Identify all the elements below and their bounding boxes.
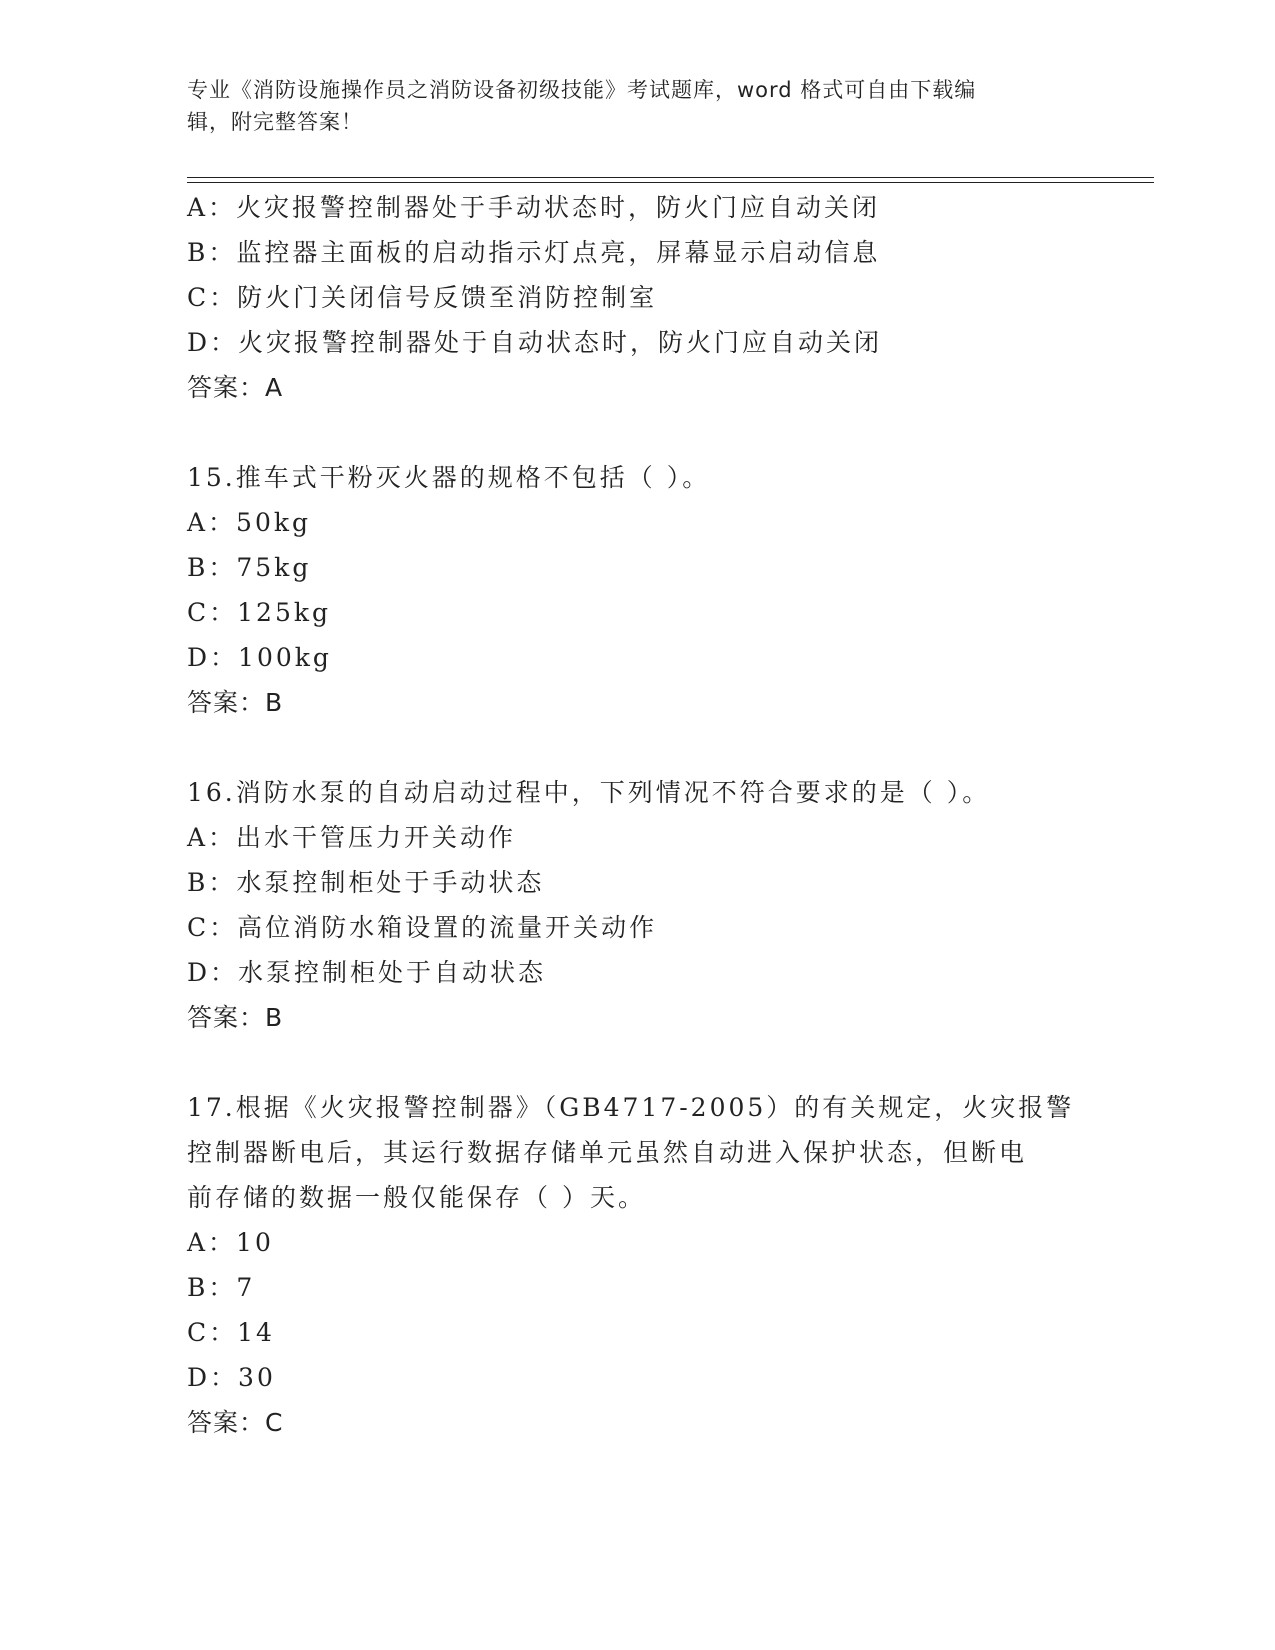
- option-b: B：75kg: [187, 553, 312, 582]
- option-d: D：水泵控制柜处于自动状态: [187, 958, 547, 987]
- option-d: D：100kg: [187, 643, 332, 672]
- header-line-1: 专业《消防设施操作员之消防设备初级技能》考试题库，word 格式可自由下载编: [187, 78, 977, 102]
- option-b: B：水泵控制柜处于手动状态: [187, 868, 545, 897]
- option-b: B：7: [187, 1273, 256, 1302]
- answer: 答案：A: [187, 373, 284, 402]
- header-divider-top: [187, 177, 1154, 178]
- option-c: C：防火门关闭信号反馈至消防控制室: [187, 283, 658, 312]
- option-a: A：10: [187, 1228, 274, 1257]
- question-stem: 15.推车式干粉灭火器的规格不包括（ ）。: [187, 463, 711, 492]
- answer: 答案：C: [187, 1408, 284, 1437]
- answer: 答案：B: [187, 1003, 284, 1032]
- question-stem-line-3: 前存储的数据一般仅能保存（ ）天。: [187, 1183, 646, 1212]
- document-header: [187, 74, 1067, 138]
- question-stem: 16.消防水泵的自动启动过程中，下列情况不符合要求的是（ ）。: [187, 778, 991, 807]
- header-line-2: 辑，附完整答案！: [187, 110, 363, 134]
- option-a: A：火灾报警控制器处于手动状态时，防火门应自动关闭: [187, 193, 881, 222]
- question-stem-line-2: 控制器断电后，其运行数据存储单元虽然自动进入保护状态，但断电: [187, 1138, 1028, 1167]
- option-d: D：火灾报警控制器处于自动状态时，防火门应自动关闭: [187, 328, 883, 357]
- option-b: B：监控器主面板的启动指示灯点亮，屏幕显示启动信息: [187, 238, 881, 267]
- header-divider-bottom: [187, 182, 1154, 183]
- option-c: C：14: [187, 1318, 275, 1347]
- option-a: A：50kg: [187, 508, 312, 537]
- answer: 答案：B: [187, 688, 284, 717]
- question-stem-line-1: 17.根据《火灾报警控制器》（GB4717-2005）的有关规定，火灾报警: [187, 1093, 1075, 1122]
- option-c: C：高位消防水箱设置的流量开关动作: [187, 913, 658, 942]
- option-d: D：30: [187, 1363, 276, 1392]
- option-a: A：出水干管压力开关动作: [187, 823, 517, 852]
- option-c: C：125kg: [187, 598, 331, 627]
